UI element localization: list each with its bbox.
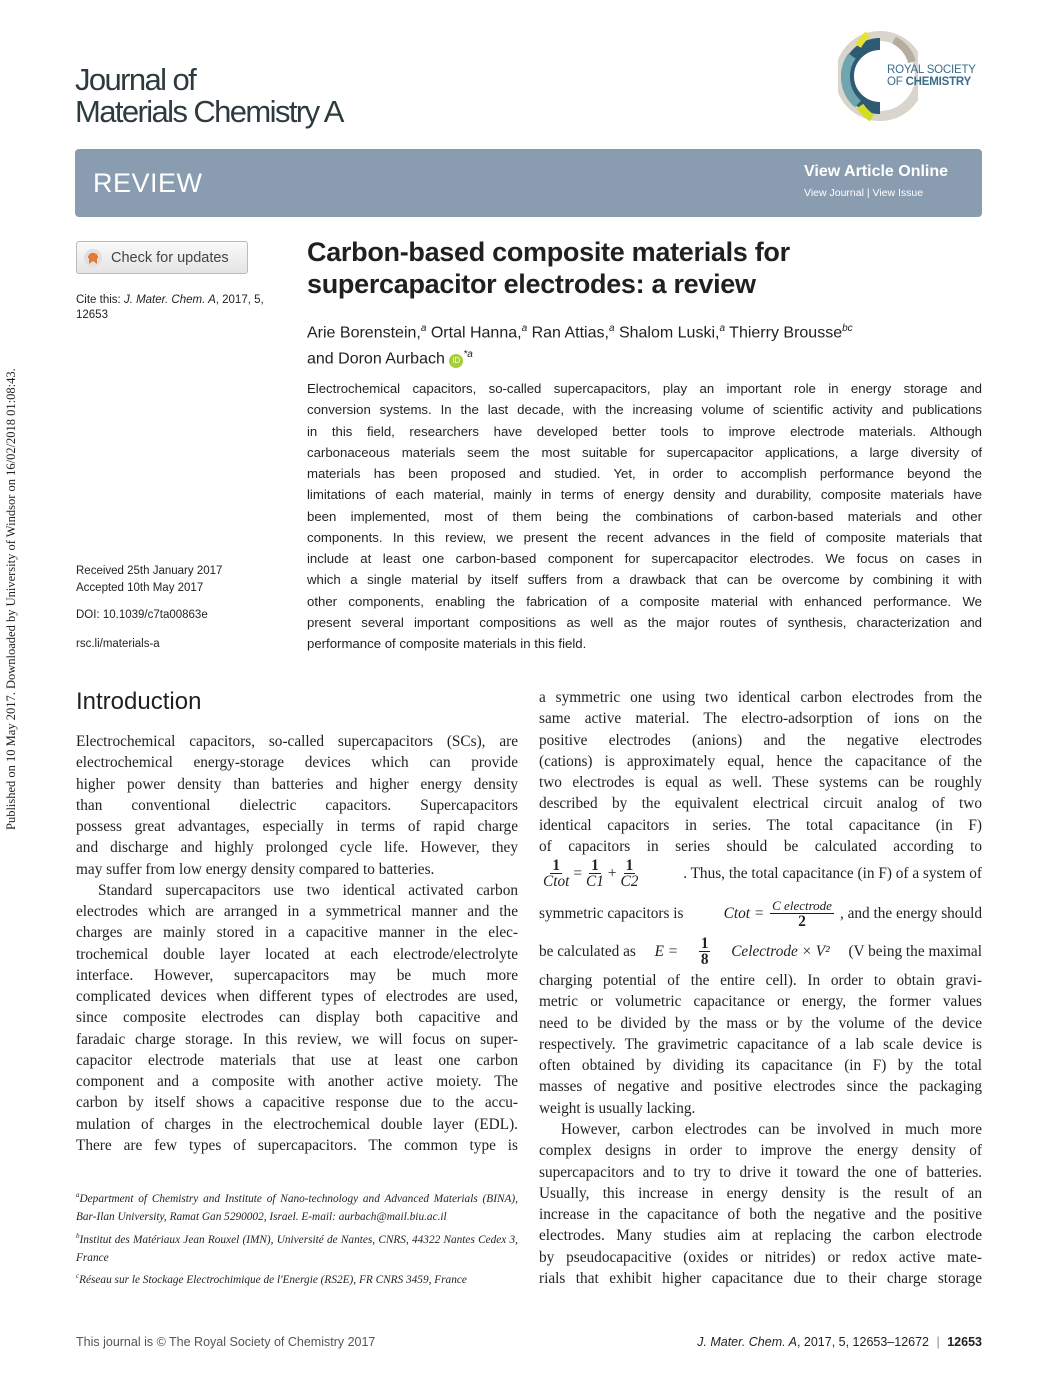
journal-links bbox=[804, 187, 923, 199]
author-affiliation: bc bbox=[842, 323, 853, 334]
text-line: materials has been proposed and studied. Yet, in order to accomplish performance beyond the bbox=[307, 466, 982, 481]
equation-energy bbox=[539, 936, 982, 967]
link-separator: | bbox=[866, 187, 870, 199]
text-line: higher power density than batteries and higher energy density bbox=[76, 775, 518, 793]
footnote-text: Réseau sur le Stockage Electrochimique de l'Energie (RS2E), FR CNRS 3459, France bbox=[79, 1273, 467, 1286]
eq-denominator: Ctot bbox=[543, 873, 570, 890]
eq-text: be calculated as bbox=[539, 942, 636, 960]
text-line: complex designs in order to improve the energy density of bbox=[539, 1142, 982, 1160]
eq-denominator: 8 bbox=[700, 951, 709, 968]
text-line: electrochemical energy-storage devices which can provide bbox=[76, 754, 518, 772]
bookmark-icon bbox=[83, 248, 103, 268]
eq-rhs: Celectrode × V² bbox=[731, 942, 830, 960]
eq-denominator: C2 bbox=[620, 873, 639, 890]
journal-title-line1: Journal of bbox=[75, 62, 196, 97]
eq-denominator: C1 bbox=[586, 873, 604, 890]
eq-plus: + bbox=[607, 864, 617, 882]
check-for-updates-label: Check for updates bbox=[111, 249, 229, 266]
eq-text: , and the energy should bbox=[839, 904, 982, 922]
footnote bbox=[76, 1227, 518, 1268]
logo-text-line2 bbox=[887, 76, 976, 88]
text-line: same active material. The electro-adsorption of ions on the bbox=[539, 710, 982, 728]
text-line: interface. However, supercapacitors may be much more bbox=[76, 966, 518, 984]
eq-lhs: E = bbox=[654, 942, 679, 960]
download-stamp: Published on 10 May 2017. Downloaded by University of Windsor on 16/02/2018 01:08:43. bbox=[4, 368, 18, 830]
footer-journal: J. Mater. Chem. A bbox=[697, 1335, 797, 1349]
text-line: of capacitors in series should be calculated according to bbox=[539, 837, 982, 855]
author-affiliation: a bbox=[521, 323, 528, 334]
affiliations-footnotes bbox=[76, 1186, 518, 1289]
view-issue-link[interactable]: View Issue bbox=[872, 187, 924, 199]
text-line: and discharge and highly prolonged cycle life. However, they bbox=[76, 839, 518, 857]
text-line: electrodes which are arranged in a symmetrical manner and the bbox=[76, 903, 518, 920]
text-line: Electrochemical capacitors, so-called supercapacitors (SCs), are bbox=[76, 733, 518, 750]
text-line: Usually, this increase in energy density is the result of an bbox=[539, 1184, 982, 1202]
text-line: increase in the capacitance of both the negative and the positive bbox=[539, 1206, 982, 1223]
eq-denominator: 2 bbox=[798, 913, 806, 930]
view-journal-link[interactable]: View Journal bbox=[804, 187, 864, 199]
logo-chemistry: CHEMISTRY bbox=[905, 76, 972, 88]
accepted-date: Accepted 10th May 2017 bbox=[76, 582, 204, 594]
text-line: described by the equivalent electrical circuit analog of two bbox=[539, 795, 982, 813]
text-line: However, carbon electrodes can be involved in much more bbox=[561, 1121, 982, 1138]
footnote bbox=[76, 1267, 518, 1289]
citation bbox=[76, 293, 264, 323]
eq-numerator: C electrode bbox=[772, 898, 832, 913]
author-name[interactable]: Thierry Brousse bbox=[725, 324, 843, 342]
text-line: mulation of charges in the electrochemical double layer (EDL). bbox=[76, 1115, 518, 1133]
left-column-text bbox=[76, 731, 518, 1156]
article-title bbox=[307, 236, 790, 300]
text-line: trochemical double layer located at each electrode/electrolyte bbox=[76, 945, 518, 963]
text-line: possess great advantages, especially in terms of rapid charge bbox=[76, 818, 518, 835]
text-line: two electrodes is equal as well. These systems can be roughly bbox=[539, 774, 982, 791]
journal-link[interactable]: rsc.li/materials-a bbox=[76, 638, 160, 650]
article-type-banner bbox=[75, 149, 982, 217]
text-line: conversion systems. In the last decade, with the increasing volume of scientific activity and publications bbox=[307, 402, 982, 418]
text-line: carbon by itself shows a capacitive response due to the accu- bbox=[76, 1094, 518, 1112]
author-list bbox=[307, 318, 853, 371]
eq-text: . Thus, the total capacitance (in F) of a system of bbox=[683, 864, 982, 882]
text-line: supercapacitors and to try to drive it toward the one of batteries. bbox=[539, 1163, 982, 1181]
author-affiliation: *a bbox=[463, 349, 473, 361]
logo-of: OF bbox=[887, 76, 906, 88]
rsc-logo bbox=[838, 26, 988, 126]
text-line: component and a composite with another active moiety. The bbox=[76, 1073, 518, 1090]
logo-text-line1: ROYAL SOCIETY bbox=[887, 64, 976, 76]
eq-text: (V being the maximal bbox=[848, 942, 982, 960]
title-line1: Carbon-based composite materials for bbox=[307, 237, 790, 267]
check-for-updates-button[interactable] bbox=[76, 241, 248, 274]
text-line: charging potential of the entire cell). In order to obtain gravi- bbox=[539, 972, 982, 989]
text-line: There are few types of supercapacitors. The common type is bbox=[76, 1136, 518, 1154]
text-line: which a single material by itself suffers from a drawback that can be overcome by combining it with bbox=[307, 572, 982, 588]
text-line: a symmetric one using two identical carbon electrodes from the bbox=[539, 689, 982, 706]
right-column-text-a bbox=[539, 687, 982, 857]
cite-journal: J. Mater. Chem. A bbox=[123, 294, 216, 306]
text-line: Standard supercapacitors use two identical activated carbon bbox=[98, 881, 518, 899]
text-line: often obtained by dividing its capacitance (in F) by the total bbox=[539, 1057, 982, 1074]
text-line: positive electrodes (anions) and the negative electrodes bbox=[539, 731, 982, 749]
cite-page: 12653 bbox=[76, 309, 108, 321]
author-name[interactable]: Ortal Hanna, bbox=[426, 324, 522, 342]
right-column-text-b bbox=[539, 970, 982, 1119]
eq-text: symmetric capacitors is bbox=[539, 904, 684, 922]
eq-equals: = bbox=[573, 864, 582, 882]
eq-numerator: 1 bbox=[552, 857, 560, 874]
journal-title-line2: Materials Chemistry A bbox=[75, 94, 343, 129]
author-name[interactable]: Arie Borenstein, bbox=[307, 324, 421, 342]
equation-total-capacitance bbox=[539, 858, 982, 889]
received-date: Received 25th January 2017 bbox=[76, 565, 223, 577]
footnote-mark: a bbox=[76, 1191, 80, 1199]
text-line: Electrochemical capacitors, so-called supercapacitors, play an important role in energy storage and bbox=[307, 381, 982, 396]
footer-citation: , 2017, 5, 12653–12672 bbox=[796, 1335, 930, 1349]
author-affiliation: a bbox=[719, 323, 726, 334]
cite-prefix: Cite this: bbox=[76, 294, 124, 306]
view-article-online-link[interactable]: View Article Online bbox=[804, 163, 949, 180]
eq-numerator: 1 bbox=[591, 857, 599, 874]
text-line: include at least one carbon-based component for supercapacitor electrodes. We focus on cases in bbox=[307, 551, 982, 566]
orcid-icon[interactable]: iD bbox=[449, 354, 463, 368]
text-line: limitations of each material, mainly in terms of energy density and durability, composite materials have bbox=[307, 487, 982, 503]
text-line: may suffer from low energy density compared to batteries. bbox=[76, 860, 435, 878]
page-number: 12653 bbox=[947, 1335, 982, 1349]
footnote bbox=[76, 1186, 518, 1227]
text-line: been implemented, most of them being the combinations of carbon-based materials and other bbox=[307, 508, 982, 524]
text-line: than conventional dielectric capacitors. Supercapacitors bbox=[76, 796, 518, 814]
title-line2: supercapacitor electrodes: a review bbox=[307, 269, 756, 299]
doi[interactable]: DOI: 10.1039/c7ta00863e bbox=[76, 609, 208, 621]
text-line: metric or volumetric capacitance or energy, the former values bbox=[539, 993, 982, 1011]
author-name[interactable]: Shalom Luski, bbox=[614, 324, 720, 342]
eq-numerator: 1 bbox=[700, 935, 709, 952]
text-line: components. In this review, we present the recent advances in the field of composite materials that bbox=[307, 529, 982, 545]
footnote-text: Department of Chemistry and Institute of Nano-technology and Advanced Materials (BINA), Bar-Ilan University, Ramat Gan 5290002, Israel. E-mail: aurbach@mail.biu.ac.il bbox=[76, 1192, 518, 1224]
footnote-text: Institut des Matériaux Jean Rouxel (IMN), Université de Nantes, CNRS, 44322 Nantes Cedex 3, France bbox=[76, 1233, 518, 1264]
eq-lhs: Ctot = bbox=[723, 904, 765, 922]
eq-numerator: 1 bbox=[625, 857, 634, 874]
page-footer bbox=[697, 1335, 982, 1349]
article-type: REVIEW bbox=[93, 168, 203, 198]
text-line: present several important compositions as well as the major routes of synthesis, characterization and bbox=[307, 614, 982, 630]
equation-symmetric bbox=[539, 898, 982, 929]
footnote-mark: b bbox=[76, 1231, 80, 1240]
text-line: in this field, researchers have developed better tools to improve electrode materials. Although bbox=[307, 423, 982, 439]
text-line: weight is usually lacking. bbox=[539, 1099, 696, 1117]
text-line: other components, enabling the fabrication of a composite material with enhanced performance. We bbox=[307, 593, 982, 609]
author-affiliation: a bbox=[608, 323, 615, 334]
footnote-mark: c bbox=[76, 1272, 80, 1281]
text-line: (cations) is approximately equal, hence the capacitance of the bbox=[539, 752, 982, 770]
text-line: carbonaceous materials seem the most suitable for supercapacitor applications, a large diversity of bbox=[307, 444, 982, 460]
text-line: faradaic charge storage. In this review, we will focus on super- bbox=[76, 1030, 518, 1048]
footer-separator: | bbox=[936, 1335, 940, 1349]
text-line: complicated devices when different types of electrodes are used, bbox=[76, 988, 518, 1005]
text-line: capacitor electrode materials that use at least one carbon bbox=[76, 1051, 518, 1069]
text-line: rials that exhibit higher capacitance due to their charge storage bbox=[539, 1269, 982, 1287]
text-line: since composite electrodes can display both capacitive and bbox=[76, 1009, 518, 1027]
text-line: need to be divided by the mass or by the volume of the device bbox=[539, 1014, 982, 1032]
text-line: electrodes. Many studies aim at replacing the carbon electrode bbox=[539, 1227, 982, 1245]
cite-rest: , 2017, 5, bbox=[215, 294, 264, 306]
right-column-text-c bbox=[539, 1119, 982, 1289]
text-line: by pseudocapacitive (oxides or nitrides) or redox active mate- bbox=[539, 1248, 982, 1266]
author-affiliation: a bbox=[420, 323, 427, 334]
text-line: performance of composite materials in this field. bbox=[307, 636, 587, 651]
text-line: charges are mainly stored in a capacitive manner in the elec- bbox=[76, 924, 518, 942]
abstract bbox=[307, 378, 982, 654]
text-line: identical capacitors in series. The total capacitance (in F) bbox=[539, 816, 982, 834]
text-line: masses of negative and positive electrodes since the packaging bbox=[539, 1078, 982, 1096]
text-line: respectively. The gravimetric capacitance of a lab scale device is bbox=[539, 1035, 982, 1053]
author-name[interactable]: and Doron Aurbach bbox=[307, 350, 445, 368]
section-heading-introduction: Introduction bbox=[76, 688, 202, 715]
copyright-footer: This journal is © The Royal Society of Chemistry 2017 bbox=[76, 1335, 376, 1349]
author-name[interactable]: Ran Attias, bbox=[527, 324, 609, 342]
